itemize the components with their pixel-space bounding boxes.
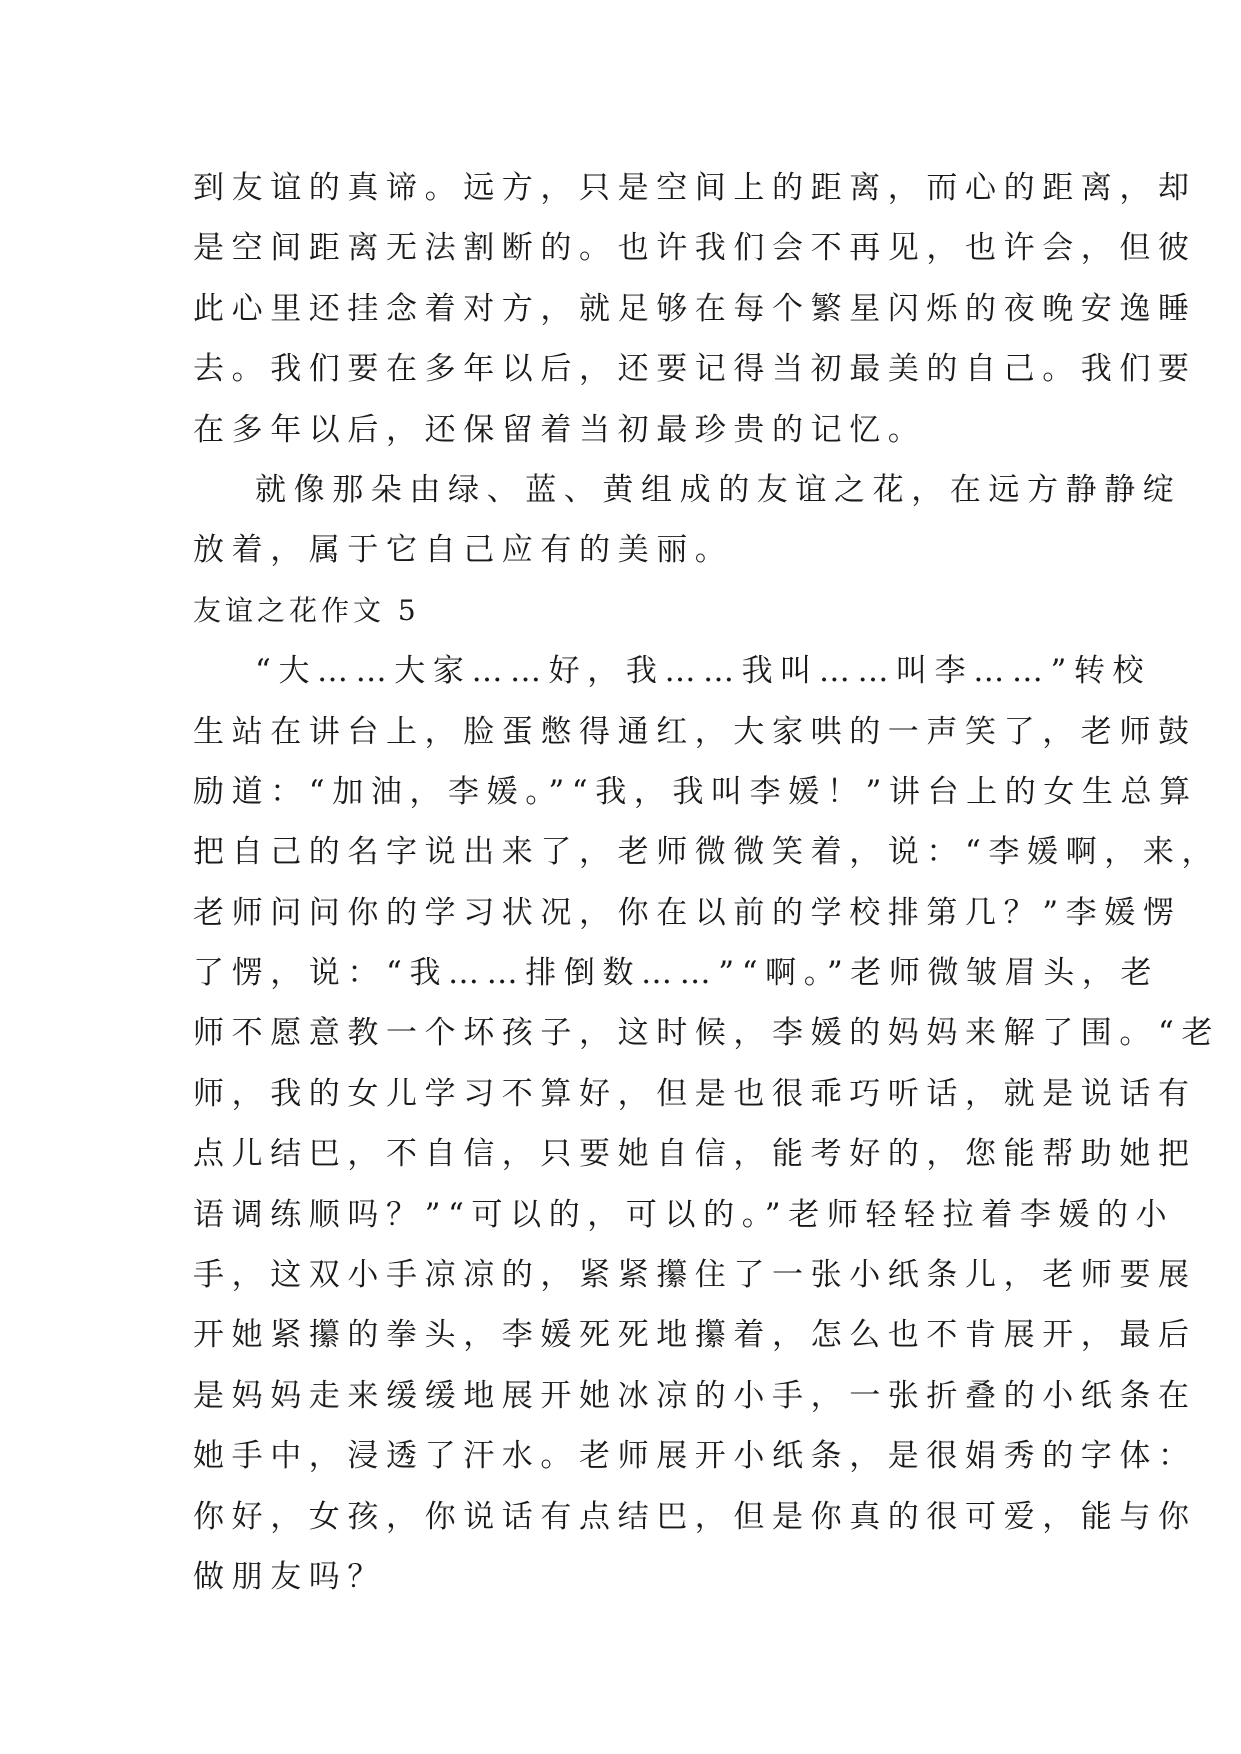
text-line: 她手中，浸透了汗水。老师展开小纸条，是很娟秀的字体：: [193, 1438, 1197, 1475]
text-line: 做朋友吗？: [193, 1558, 386, 1595]
text-line: 励道：“加油，李媛。”“我，我叫李媛！”讲台上的女生总算: [193, 773, 1198, 810]
text-line: 是妈妈走来缓缓地展开她冰凉的小手，一张折叠的小纸条在: [193, 1377, 1197, 1414]
text-line: 手，这双小手凉凉的，紧紧攥住了一张小纸条儿，老师要展: [193, 1257, 1197, 1294]
text-line: 放着，属于它自己应有的美丽。: [193, 532, 734, 569]
paragraph-1: [193, 158, 1197, 460]
text-line: 在多年以后，还保留着当初最珍贵的记忆。: [193, 411, 927, 448]
text-line: 语调练顺吗？”“可以的，可以的。”老师轻轻拉着李媛的小: [193, 1196, 1175, 1233]
text-line: 师不愿意教一个坏孩子，这时候，李媛的妈妈来解了围。“老: [193, 1015, 1221, 1052]
text-line: 此心里还挂念着对方，就足够在每个繁星闪烁的夜晚安逸睡: [193, 290, 1197, 327]
text-line: 点儿结巴，不自信，只要她自信，能考好的，您能帮助她把: [193, 1136, 1197, 1173]
text-line: 是空间距离无法割断的。也许我们会不再见，也许会，但彼: [193, 230, 1197, 267]
text-line: 就像那朵由绿、蓝、黄组成的友谊之花，在远方静静绽: [255, 471, 1182, 508]
text-line: 了愣，说：“我……排倒数……”“啊。”老师微皱眉头，老: [193, 955, 1160, 992]
document-body: [193, 158, 1221, 1607]
text-line: 你好，女孩，你说话有点结巴，但是你真的很可爱，能与你: [193, 1498, 1197, 1535]
text-line: 生站在讲台上，脸蛋憋得通红，大家哄的一声笑了，老师鼓: [193, 713, 1197, 750]
text-line: 老师问问你的学习状况，你在以前的学校排第几？”李媛愣: [193, 894, 1182, 931]
text-line: 到友谊的真谛。远方，只是空间上的距离，而心的距离，却: [193, 170, 1197, 206]
section-heading: 友谊之花作文 5: [193, 593, 420, 627]
paragraph-3: [193, 641, 1221, 1607]
text-line: 去。我们要在多年以后，还要记得当初最美的自己。我们要: [193, 351, 1197, 388]
text-line: 把自己的名字说出来了，老师微微笑着，说：“李媛啊，来，: [193, 834, 1221, 871]
text-line: 师，我的女儿学习不算好，但是也很乖巧听话，就是说话有: [193, 1075, 1197, 1112]
paragraph-2: [193, 460, 1182, 581]
text-line: “大……大家……好，我……我叫……叫李……”转校: [255, 653, 1152, 690]
text-line: 开她紧攥的拳头，李媛死死地攥着，怎么也不肯展开，最后: [193, 1317, 1197, 1354]
